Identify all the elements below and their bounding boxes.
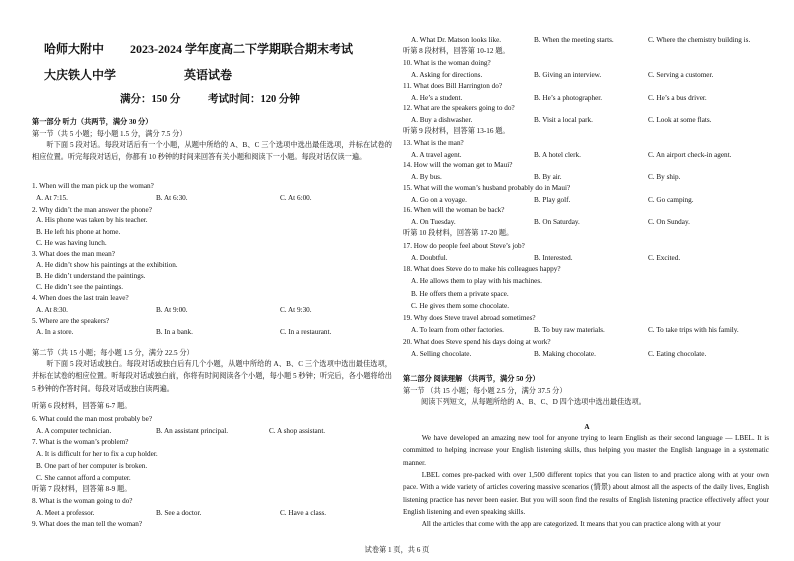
option: A. A computer technician. xyxy=(36,427,112,435)
option: C. Eating chocolate. xyxy=(648,350,707,358)
option: C. He didn’t see the paintings. xyxy=(36,283,124,291)
option: A. Meet a professor. xyxy=(36,509,95,517)
option: A. Selling chocolate. xyxy=(411,350,472,358)
option: C. She cannot afford a computer. xyxy=(36,474,131,482)
option: C. Look at some flats. xyxy=(648,116,712,124)
section2-instructions: 听下面 5 段对话或独白。每段对话或独白后有几个小题，从题中所给的 A、B、C 三个选项中选出最佳选项，并标在试卷的相应位置。听每段对话或独白前，你将有时间阅读各个小题，每小题 5 秒钟；听完后，各小题将给出 5 秒钟的作答时间。每段对话或独白读两遍。 xyxy=(32,360,392,393)
option: B. Visit a local park. xyxy=(534,116,593,124)
option: B. When the meeting starts. xyxy=(534,36,614,44)
option: B. An assistant principal. xyxy=(156,427,229,435)
exam-title: 2023-2024 学年度高二下学期联合期末考试 xyxy=(130,42,353,56)
option: C. On Sunday. xyxy=(648,218,690,226)
listening-note: 听第 10 段材料，回答第 17-20 题。 xyxy=(403,229,514,237)
option: C. Excited. xyxy=(648,254,681,262)
option: B. To buy raw materials. xyxy=(534,326,605,334)
option: A. Asking for directions. xyxy=(411,71,483,79)
option: B. Play golf. xyxy=(534,196,571,204)
option: B. At 6:30. xyxy=(156,194,188,202)
option: A. At 8:30. xyxy=(36,306,68,314)
passage-paragraph: We have developed an amazing new tool for anyone trying to learn English as their second language — LBEL. It is committed to helping increase your English listening skills, thus helping you master the English language in a systematic manner. xyxy=(403,434,769,467)
option: A. He’s a student. xyxy=(411,94,463,102)
option: A. It is difficult for her to fix a cup holder. xyxy=(36,450,158,458)
section1-title: 第一节（共 5 小题；每小题 1.5 分，满分 7.5 分） xyxy=(32,130,187,138)
option: A. Buy a dishwasher. xyxy=(411,116,473,124)
school-name-1: 哈师大附中 xyxy=(44,42,105,56)
exam-time: 考试时间：120 分钟 xyxy=(208,94,300,105)
passage-paragraph: All the articles that come with the app are categorized. It means that you can practice along with at your xyxy=(421,520,721,528)
option: C. A shop assistant. xyxy=(269,427,326,435)
total-score: 满分：150 分 xyxy=(120,94,181,105)
option: A. By bus. xyxy=(411,173,442,181)
question-9-stem: 9. What does the man tell the woman? xyxy=(32,520,143,528)
option: B. Making chocolate. xyxy=(534,350,596,358)
option: A. On Tuesday. xyxy=(411,218,456,226)
section1-instructions: 听下面 5 段对话。每段对话后有一个小题，从题中所给的 A、B、C 三个选项中选出最佳选项，并标在试卷的相应位置。听完每段对话后，你都有 10 秒钟的时间来回答有关小题和阅读下一小题。每段对话仅读一遍。 xyxy=(32,141,392,162)
option: A. At 7:15. xyxy=(36,194,68,202)
option: C. In a restaurant. xyxy=(280,328,332,336)
option: B. He didn’t understand the paintings. xyxy=(36,272,146,280)
option: A. His phone was taken by his teacher. xyxy=(36,216,148,224)
option: B. A hotel clerk. xyxy=(534,151,581,159)
option: C. Go camping. xyxy=(648,196,694,204)
school-name-2: 大庆铁人中学 xyxy=(44,68,117,82)
listening-note: 听第 7 段材料，回答第 8-9 题。 xyxy=(32,485,132,493)
option: A. He didn’t show his paintings at the exhibition. xyxy=(36,261,178,269)
part2-title: 第二部分 阅读理解 （共两节，满分 50 分） xyxy=(403,375,540,383)
option: B. By air. xyxy=(534,173,562,181)
option: B. Interested. xyxy=(534,254,573,262)
option: B. Giving an interview. xyxy=(534,71,602,79)
option: C. He was having lunch. xyxy=(36,239,107,247)
listening-note: 听第 9 段材料，回答第 13-16 题。 xyxy=(403,127,510,135)
option: A. A travel agent. xyxy=(411,151,462,159)
listening-note: 听第 8 段材料，回答第 10-12 题。 xyxy=(403,47,510,55)
option: B. He offers them a private space. xyxy=(411,290,509,298)
part2-section1-title: 第一节 （共 15 小题；每小题 2.5 分，满分 37.5 分） xyxy=(403,387,567,395)
option: B. In a bank. xyxy=(156,328,193,336)
part2-instructions: 阅读下列短文，从每题所给的 A、B、C、D 四个选项中选出最佳选项。 xyxy=(421,398,646,406)
page-footer: 试卷第 1 页，共 6 页 xyxy=(364,546,430,554)
option: C. He gives them some chocolate. xyxy=(411,302,510,310)
option: A. In a store. xyxy=(36,328,74,336)
option: C. Serving a customer. xyxy=(648,71,714,79)
option: C. An airport check-in agent. xyxy=(648,151,732,159)
option: A. Doubtful. xyxy=(411,254,448,262)
option: C. He’s a bus driver. xyxy=(648,94,707,102)
option: B. At 9:00. xyxy=(156,306,188,314)
option: B. He’s a photographer. xyxy=(534,94,603,102)
section2-title: 第二节（共 15 小题；每小题 1.5 分，满分 22.5 分） xyxy=(32,349,194,357)
option: C. At 9:30. xyxy=(280,306,312,314)
option: B. One part of her computer is broken. xyxy=(36,462,148,470)
option: A. What Dr. Matson looks like. xyxy=(411,36,502,44)
subject-title: 英语试卷 xyxy=(184,68,233,82)
option: B. See a doctor. xyxy=(156,509,202,517)
passage-label: A xyxy=(584,423,590,431)
part1-title: 第一部分 听力（共两节，满分 30 分） xyxy=(32,118,153,126)
option: A. To learn from other factories. xyxy=(411,326,504,334)
option: C. Where the chemistry building is. xyxy=(648,36,751,44)
option: B. He left his phone at home. xyxy=(36,228,121,236)
option: C. By ship. xyxy=(648,173,681,181)
option: B. On Saturday. xyxy=(534,218,580,226)
option: C. Have a class. xyxy=(280,509,327,517)
option: C. At 6:00. xyxy=(280,194,312,202)
passage-paragraph: LBEL comes pre-packed with over 1,500 different topics that you can listen to and practice along with at your own pace. With a wide variety of articles covering massive scenarios (情景) about almost all the aspects of the daily lives, English listening practice has never been easier. But you will soon find the results of English listening practice effectively affect your English listening and even speaking skills. xyxy=(403,471,769,516)
listening-note: 听第 6 段材料，回答第 6-7 题。 xyxy=(32,402,132,410)
option: A. He allows them to play with his machines. xyxy=(411,277,542,285)
option: C. To take trips with his family. xyxy=(648,326,739,334)
option: A. Go on a voyage. xyxy=(411,196,467,204)
